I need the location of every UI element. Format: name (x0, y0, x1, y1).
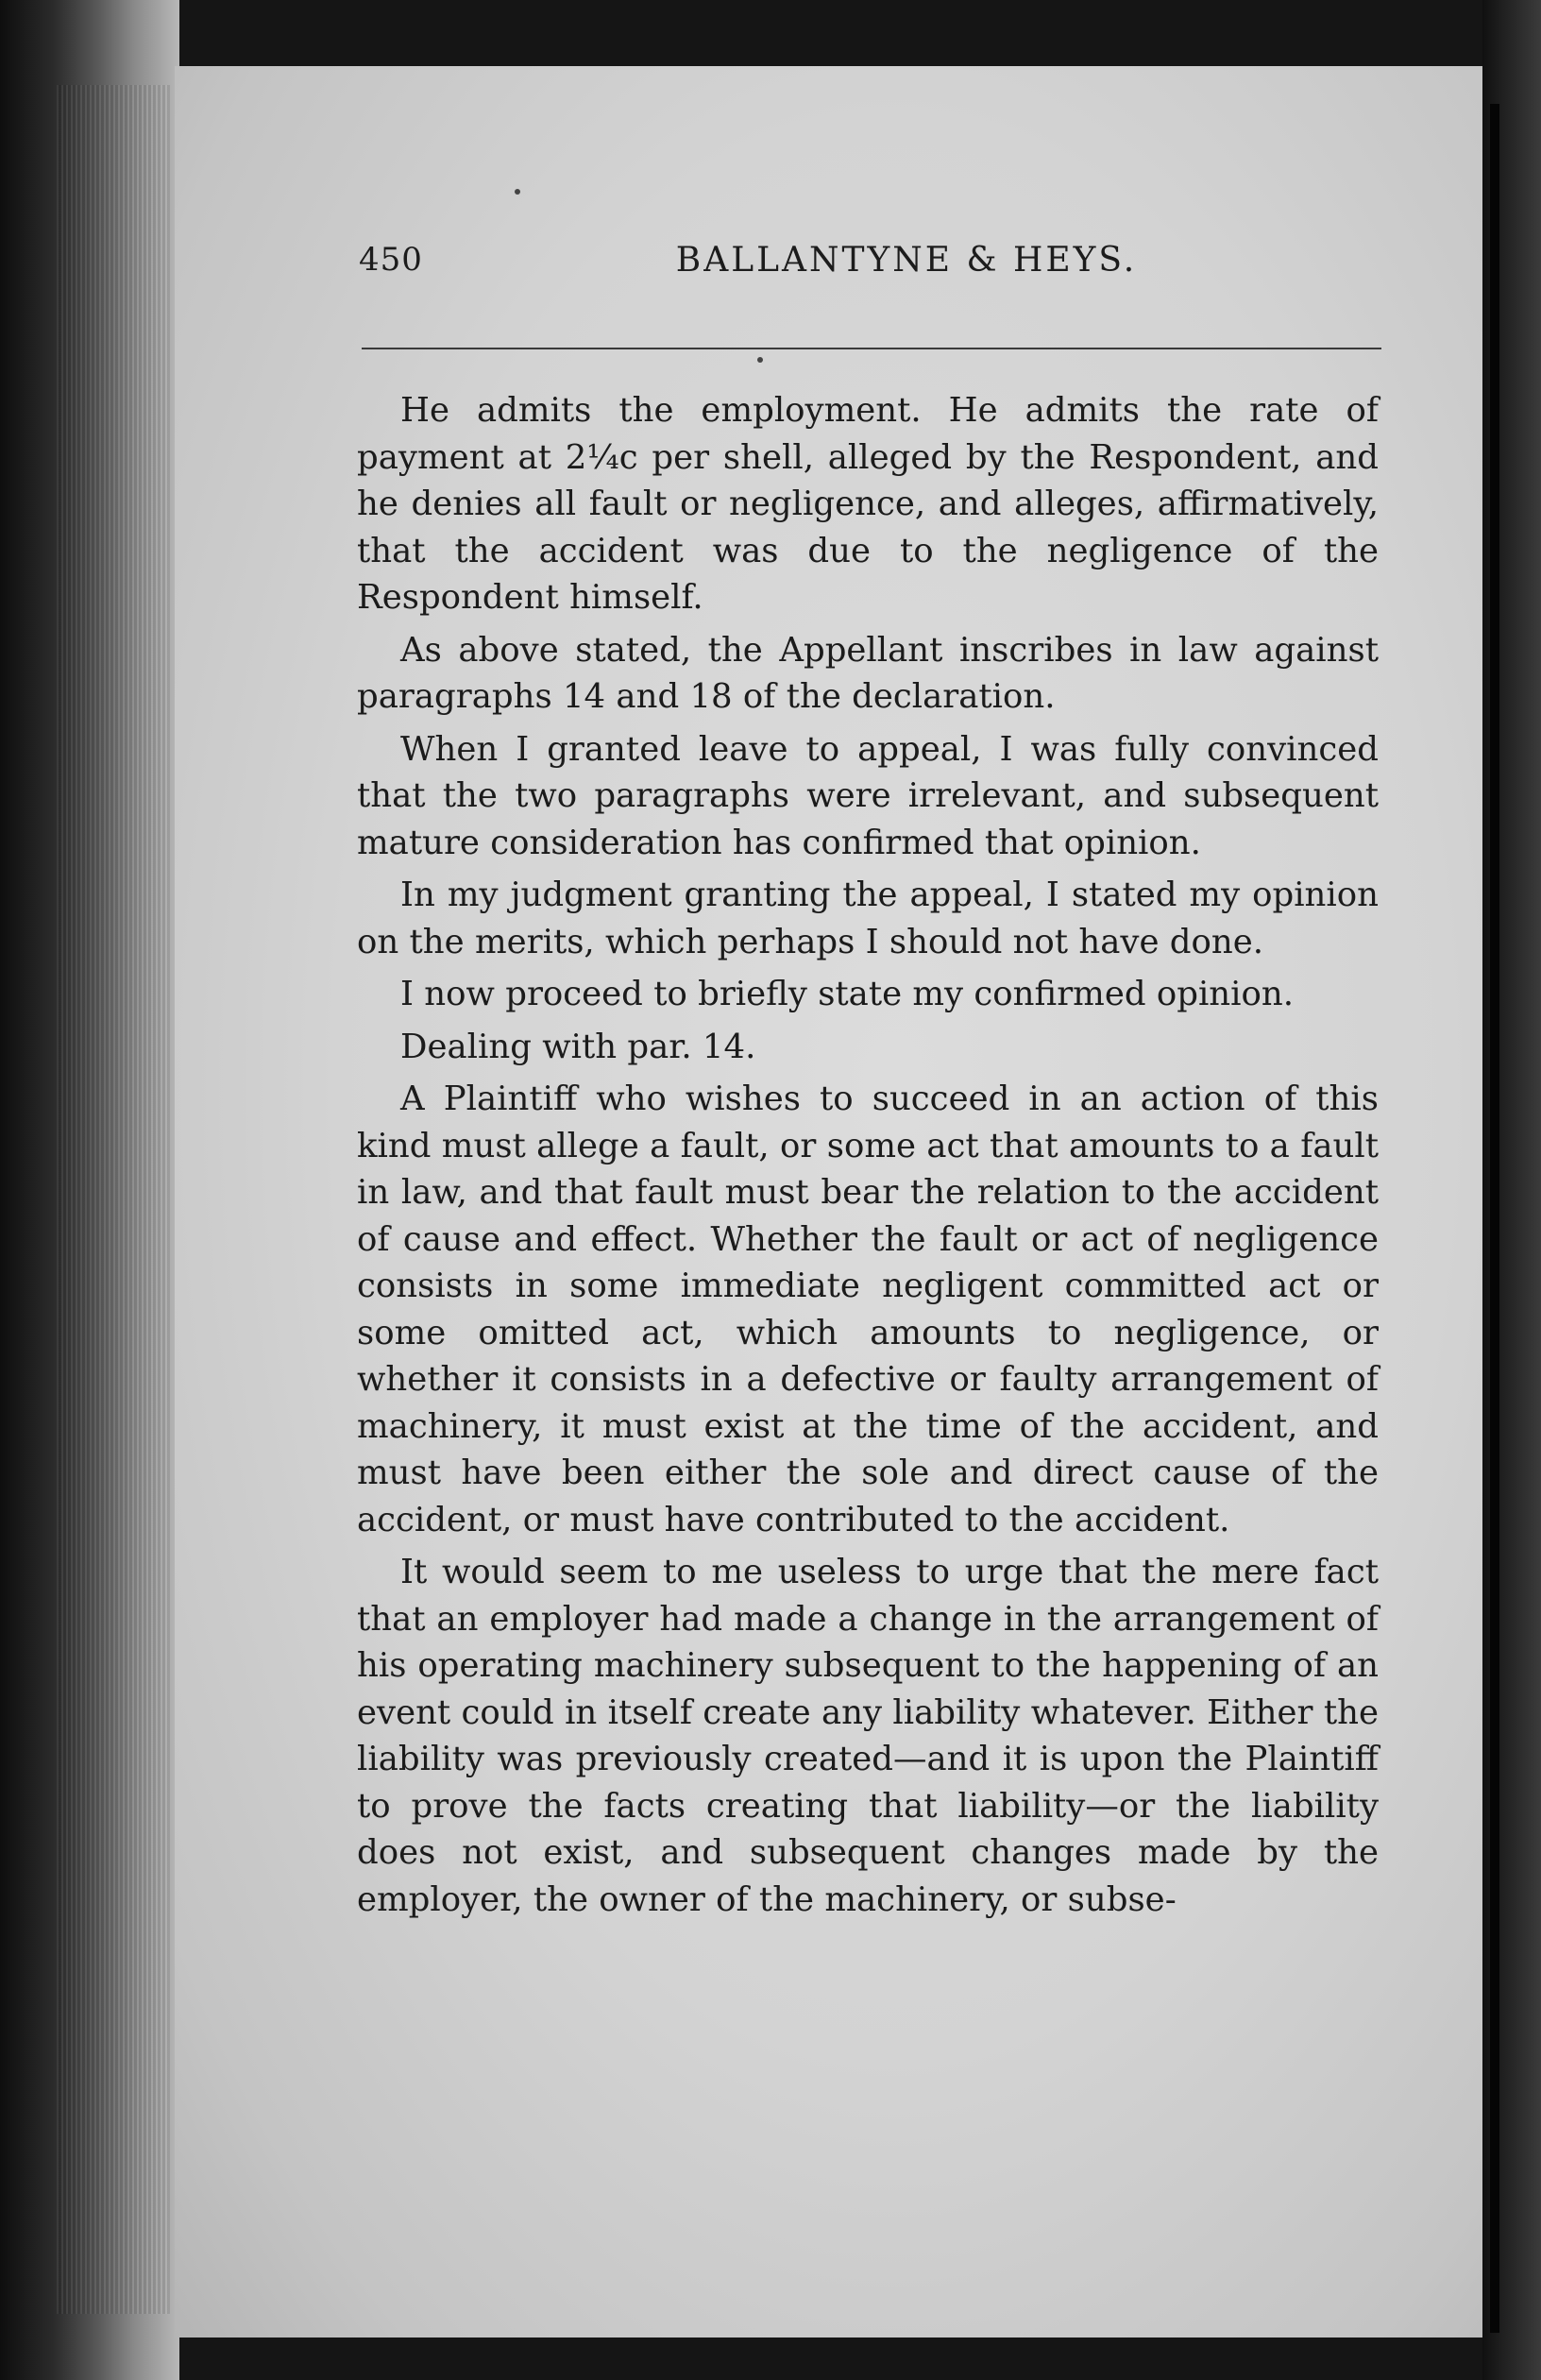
paragraph: As above stated, the Appellant inscribes in law against paragraphs 14 and 18 of the declaration. (357, 630, 1379, 716)
paragraph: It would seem to me useless to urge that the mere fact that an employer had made a change in the arrangement of his operating machinery subsequent to the happening of an event could in itself create any liability whatever. Either the liability was previously created—and it is upon the Plaintiff to prove the facts creating that liability—or the liability does not exist, and subsequent changes made by the employer, the owner of the machinery, or subse- (357, 1553, 1379, 1919)
gutter-shadow (1490, 104, 1499, 2333)
header-rule (362, 348, 1381, 349)
page-speck (757, 357, 763, 363)
right-gutter (1482, 0, 1541, 2380)
page-header (359, 241, 1397, 298)
paragraph: When I granted leave to appeal, I was fully convinced that the two paragraphs were irrelevant, and subsequent mature consideration has confirmed that opinion. (357, 729, 1379, 862)
body-text (357, 387, 1379, 1929)
page-number: 450 (359, 241, 423, 279)
paragraph: I now proceed to briefly state my confirmed opinion. (400, 975, 1295, 1013)
running-head: BALLANTYNE & HEYS. (675, 241, 1138, 280)
paragraph: In my judgment granting the appeal, I stated my opinion on the merits, which perhaps I should not have done. (357, 876, 1379, 961)
paragraph: Dealing with par. 14. (400, 1027, 756, 1066)
paragraph: A Plaintiff who wishes to succeed in an action of this kind must allege a fault, or some act that amounts to a fault in law, and that fault must bear the relation to the accident of cause and effect. Whether the fault or act of negligence consists in some immediate negligent committed act or some omitted act, which amounts to negligence, or whether it consists in a defective or faulty arrangement of machinery, it must exist at the time of the accident, and must have been either the sole and direct cause of the accident, or must have contributed to the accident. (357, 1080, 1379, 1539)
page-speck (515, 189, 520, 195)
page-stack-edges (57, 85, 170, 2314)
paragraph: He admits the employment. He admits the rate of payment at 2¼c per shell, alleged by the Respondent, and he denies all fault or negligence, and alleges, affirmatively, that the accident was due to the negligence of the Respondent himself. (357, 391, 1379, 617)
